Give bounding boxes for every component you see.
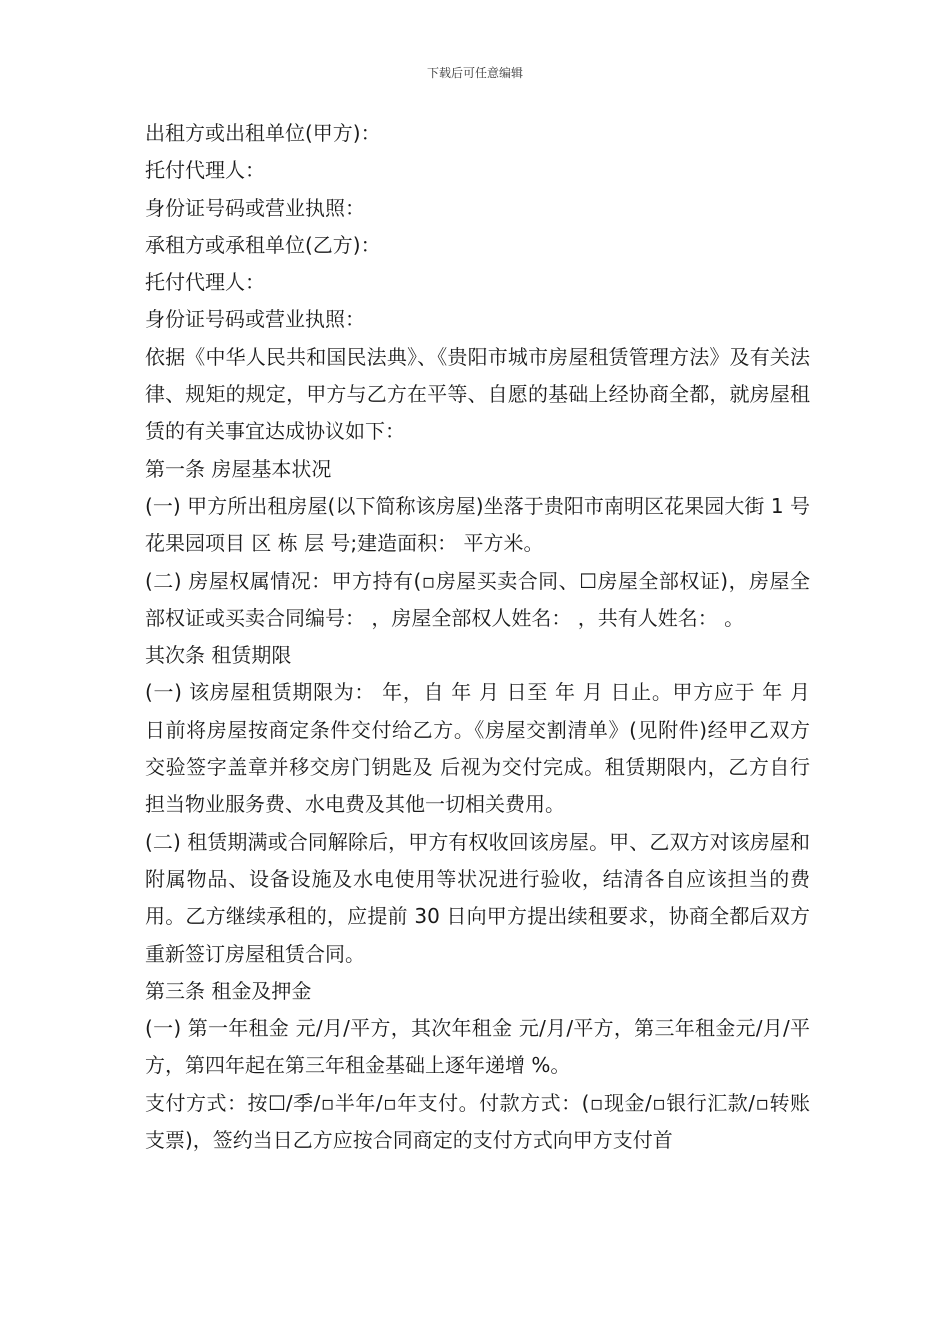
lessor-line: 出租方或出租单位(甲方)： bbox=[145, 121, 381, 145]
lessee-id-line: 身份证号码或营业执照： bbox=[145, 307, 365, 332]
payment-method-paragraph: 支付方式：按☐/季/▫半年/▫年支付。付款方式：(▫现金/▫银行汇款/▫转账支票)，签约当日乙方应按合同商定的支付方式向甲方支付首 bbox=[145, 1090, 810, 1153]
article-2-heading: 其次条 租赁期限 bbox=[145, 643, 292, 668]
article-2-clause-1: (一) 该房屋租赁期限为： 年，自 年 月 日至 年 月 日止。甲方应于 年 月 日前将房屋按商定条件交付给乙方。《房屋交割清单》(见附件)经甲乙双方交验签字盖章并移交房门钥匙及 后视为交付完成。租赁期限内，乙方自行担当物业服务费、水电费及其他一切相关费用。 bbox=[145, 680, 810, 817]
lessee-agent-line: 托付代理人： bbox=[145, 270, 265, 295]
article-2-clause-2: (二) 租赁期满或合同解除后，甲方有权收回该房屋。甲、乙双方对该房屋和附属物品、设备设施及水电使用等状况进行验收，结清各自应该担当的费用。乙方继续承租的，应提前 30 日向甲方提出续租要求，协商全都后双方重新签订房屋租赁合同。 bbox=[145, 829, 810, 966]
preamble-paragraph: 依据《中华人民共和国民法典》、《贵阳市城市房屋租赁管理方法》及有关法律、规矩的规定，甲方与乙方在平等、自愿的基础上经协商全都，就房屋租赁的有关事宜达成协议如下： bbox=[145, 344, 810, 444]
lessor-agent-line: 托付代理人： bbox=[145, 158, 265, 183]
lessee-line: 承租方或承租单位(乙方)： bbox=[145, 232, 381, 257]
article-1-clause-2: (二) 房屋权属情况：甲方持有(▫房屋买卖合同、☐房屋全部权证)，房屋全部权证或买卖合同编号： ，房屋全部权人姓名： ，共有人姓名： 。 bbox=[145, 568, 810, 630]
article-3-clause-1: (一) 第一年租金 元/月/平方，其次年租金 元/月/平方，第三年租金元/月/平方，第四年起在第三年租金基础上逐年递增 %。 bbox=[145, 1016, 810, 1078]
article-3-heading: 第三条 租金及押金 bbox=[145, 978, 312, 1003]
article-1-clause-1: (一) 甲方所出租房屋(以下简称该房屋)坐落于贵阳市南明区花果园大街 1 号花果园项目 区 栋 层 号;建造面积： 平方米。 bbox=[145, 493, 810, 556]
article-1-heading: 第一条 房屋基本状况 bbox=[145, 456, 332, 481]
contract-body bbox=[145, 115, 810, 1159]
lessor-id-line: 身份证号码或营业执照： bbox=[145, 195, 365, 220]
header-note: 下载后可任意编辑 bbox=[426, 66, 523, 80]
